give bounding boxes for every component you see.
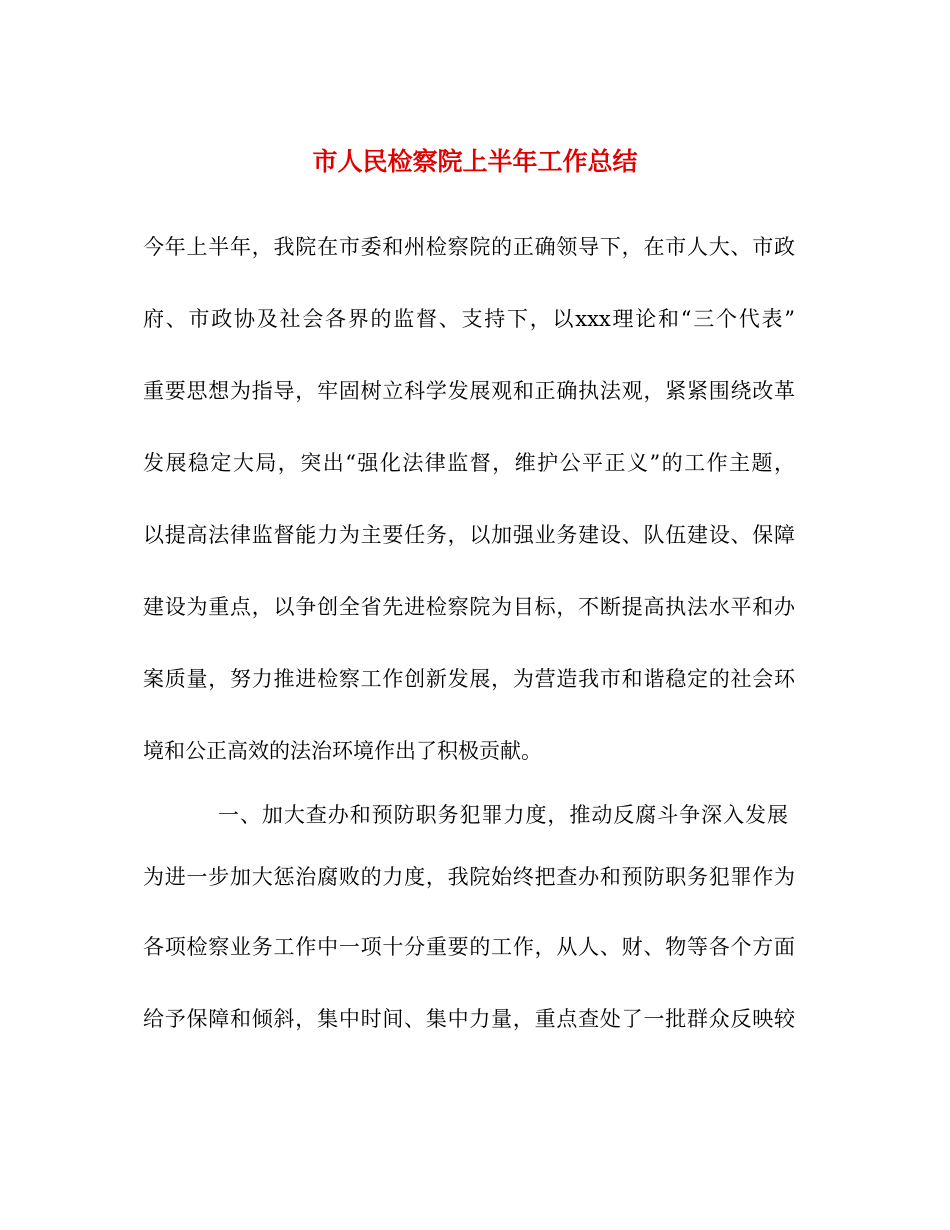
paragraph-line-1: 今年上半年，我院在市委和州检察院的正确领导下，在市人大、市政 bbox=[143, 235, 795, 259]
paragraph-line-9: 为进一步加大惩治腐败的力度，我院始终把查办和预防职务犯罪作为 bbox=[143, 865, 795, 889]
paragraph-line-3: 重要思想为指导，牢固树立科学发展观和正确执法观，紧紧围绕改革 bbox=[143, 379, 795, 403]
paragraph-line-10: 各项检察业务工作中一项十分重要的工作，从人、财、物等各个方面 bbox=[143, 935, 795, 959]
paragraph-line-2: 府、市政协及社会各界的监督、支持下，以xxx理论和“三个代表” bbox=[143, 307, 795, 331]
paragraph-line-4: 发展稳定大局，突出“强化法律监督，维护公平正义”的工作主题， bbox=[143, 451, 795, 475]
paragraph-line-5: 以提高法律监督能力为主要任务，以加强业务建设、队伍建设、保障 bbox=[143, 523, 795, 547]
paragraph-line-7: 案质量，努力推进检察工作创新发展，为营造我市和谐稳定的社会环 bbox=[143, 667, 795, 691]
paragraph-line-8: 境和公正高效的法治环境作出了积极贡献。 bbox=[143, 739, 542, 763]
paragraph-line-6: 建设为重点，以争创全省先进检察院为目标，不断提高执法水平和办 bbox=[143, 595, 795, 619]
document-title: 市人民检察院上半年工作总结 bbox=[312, 147, 638, 176]
section-heading: 一、加大查办和预防职务犯罪力度，推动反腐斗争深入发展 bbox=[218, 803, 788, 827]
paragraph-line-11: 给予保障和倾斜，集中时间、集中力量，重点查处了一批群众反映较 bbox=[143, 1007, 795, 1031]
